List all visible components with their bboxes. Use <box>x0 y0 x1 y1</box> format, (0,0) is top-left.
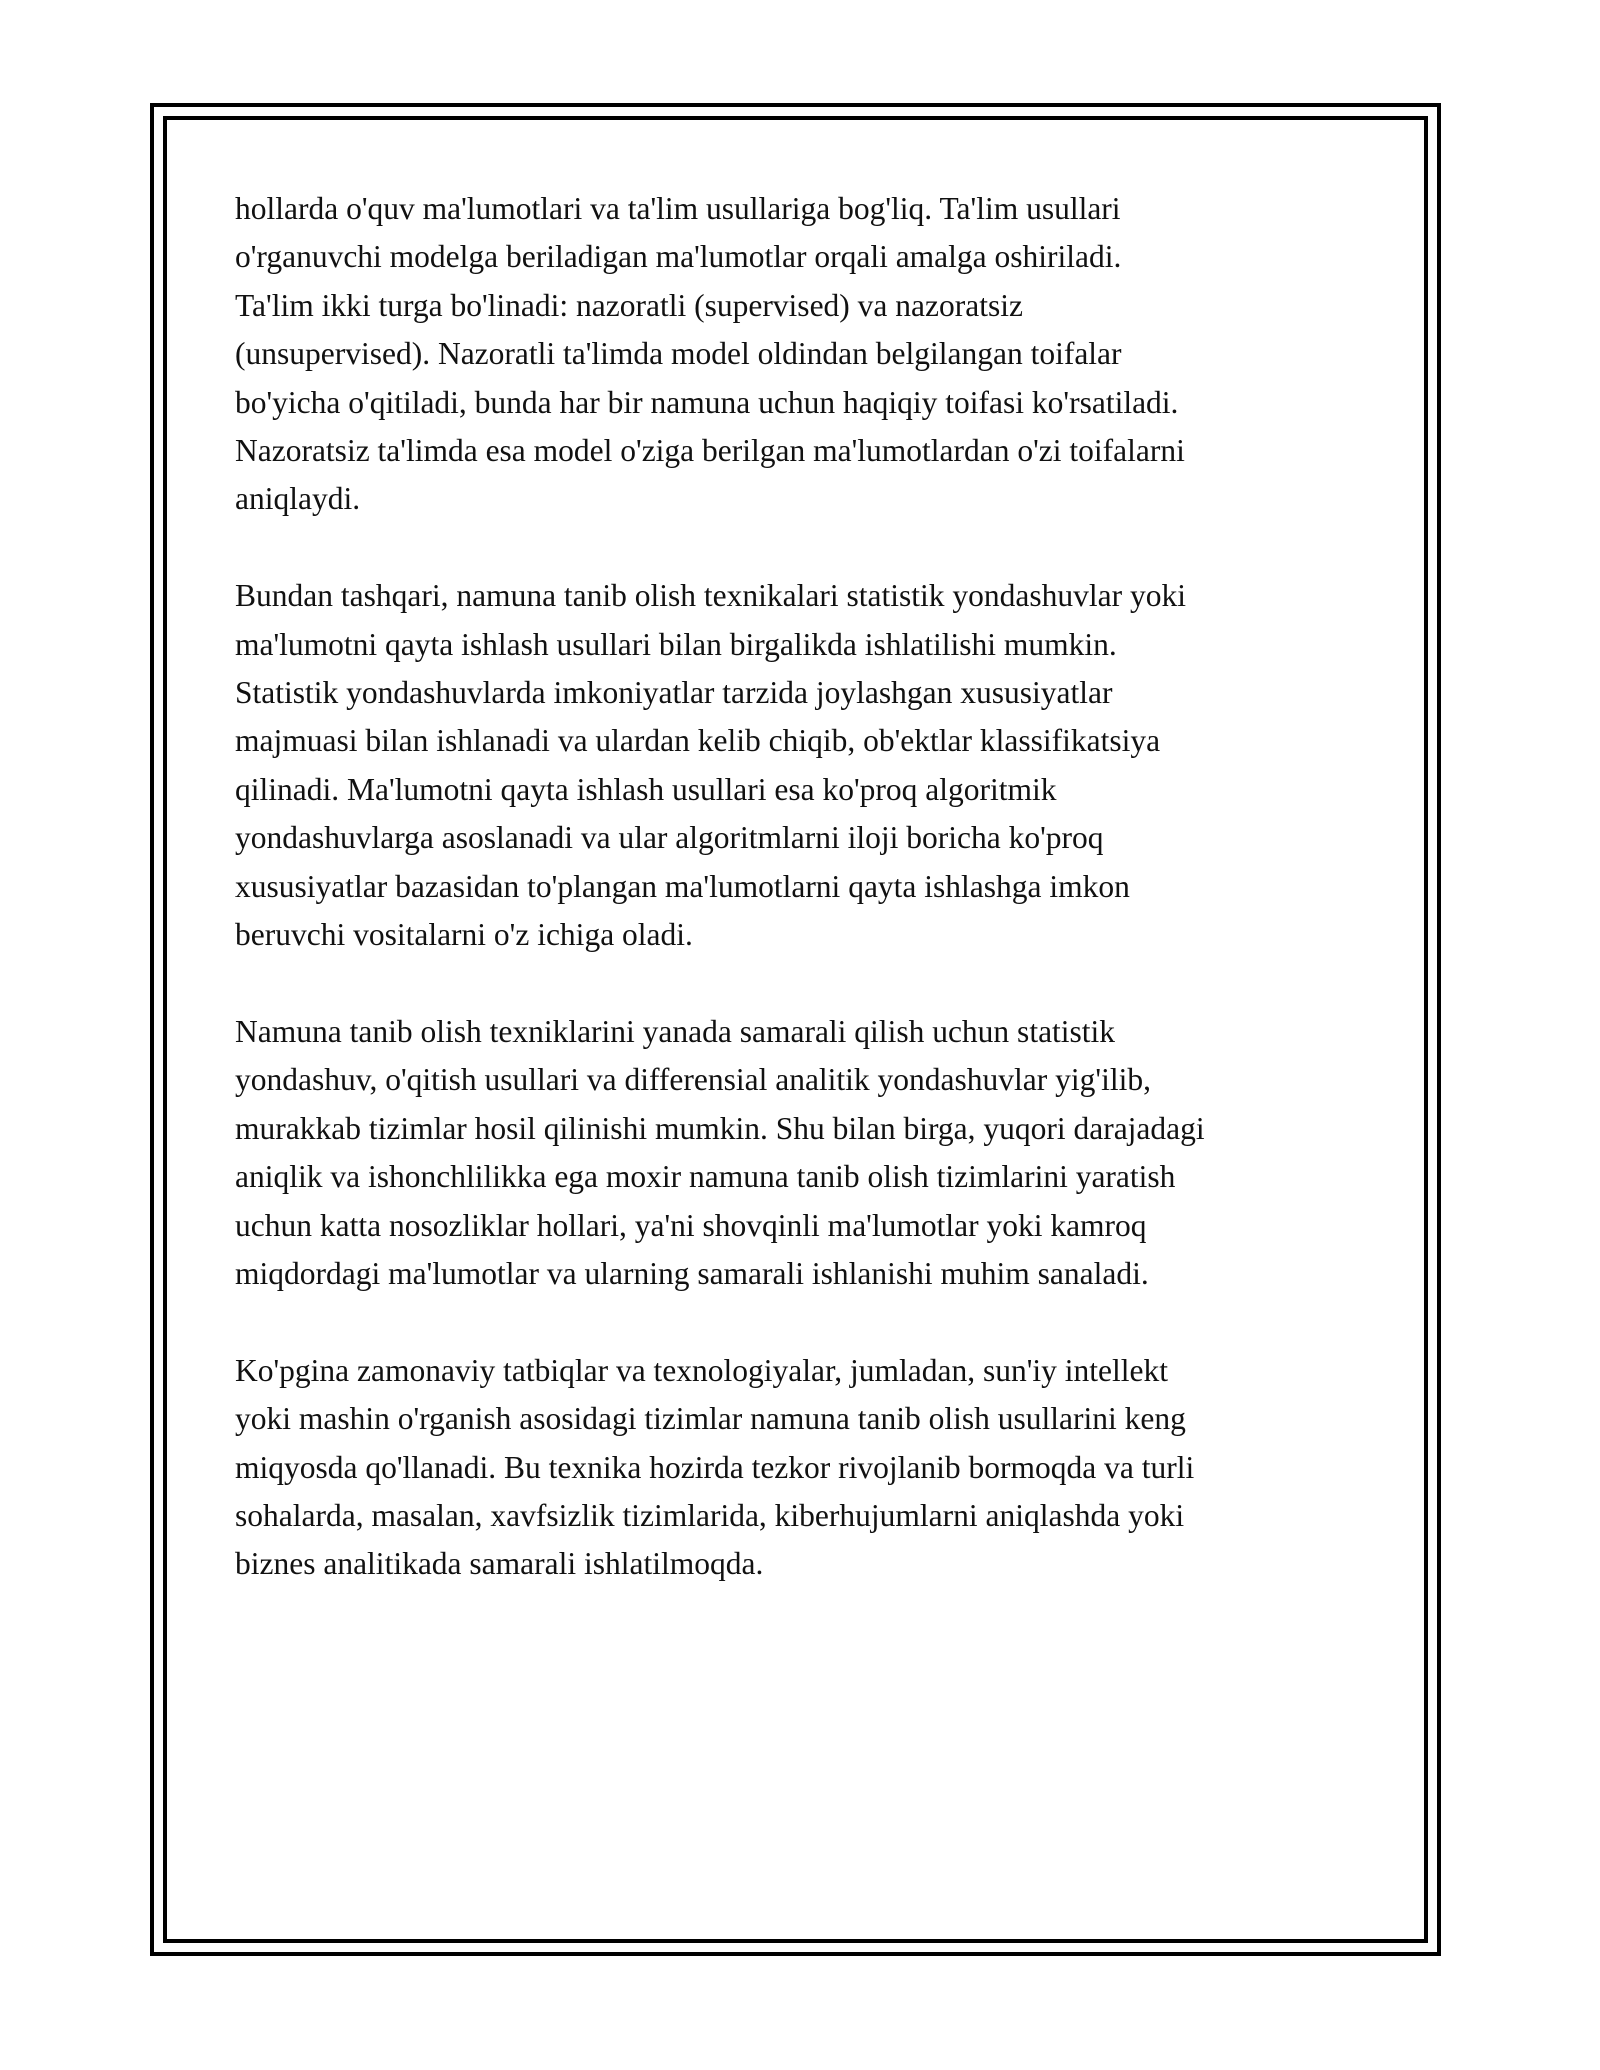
paragraph-2: Bundan tashqari, namuna tanib olish texnikalari statistik yondashuvlar yoki ma'lumotni qayta ishlash usullari bilan birgalikda ishlatilishi mumkin. Statistik yondashuvlarda imkoniyatlar tarzida joylashgan xususiyatlar majmuasi bilan ishlanadi va ulardan kelib chiqib, ob'ektlar klassifikatsiya qilinadi. Ma'lumotni qayta ishlash usullari esa ko'proq algoritmik yondashuvlarga asoslanadi va ular algoritmlarni iloji boricha ko'proq xususiyatlar bazasidan to'plangan ma'lumotlarni qayta ishlashga imkon beruvchi vositalarni o'z ichiga oladi. <box>235 578 1186 953</box>
paragraph-1: hollarda o'quv ma'lumotlari va ta'lim usullariga bog'liq. Ta'lim usullari o'rganuvchi modelga beriladigan ma'lumotlar orqali amalga oshiriladi. Ta'lim ikki turga bo'linadi: nazoratli (supervised) va nazoratsiz (unsupervised). Nazoratli ta'limda model oldindan belgilangan toifalar bo'yicha o'qitiladi, bunda har bir namuna uchun haqiqiy toifasi ko'rsatiladi. Nazoratsiz ta'limda esa model o'ziga berilgan ma'lumotlardan o'zi toifalarni aniqlaydi. <box>235 191 1185 517</box>
document-body <box>235 185 1365 1637</box>
paragraph-4: Ko'pgina zamonaviy tatbiqlar va texnologiyalar, jumladan, sun'iy intellekt yoki mashin o'rganish asosidagi tizimlar namuna tanib olish usullarini keng miqyosda qo'llanadi. Bu texnika hozirda tezkor rivojlanib bormoqda va turli sohalarda, masalan, xavfsizlik tizimlarida, kiberhujumlarni aniqlashda yoki biznes analitikada samarali ishlatilmoqda. <box>235 1352 1195 1582</box>
paragraph-3: Namuna tanib olish texniklarini yanada samarali qilish uchun statistik yondashuv, o'qitish usullari va differensial analitik yondashuvlar yig'ilib, murakkab tizimlar hosil qilinishi mumkin. Shu bilan birga, yuqori darajadagi aniqlik va ishonchlilikka ega moxir namuna tanib olish tizimlarini yaratish uchun katta nosozliklar hollari, ya'ni shovqinli ma'lumotlar yoki kamroq miqdordagi ma'lumotlar va ularning samarali ishlanishi muhim sanaladi. <box>235 1013 1205 1291</box>
